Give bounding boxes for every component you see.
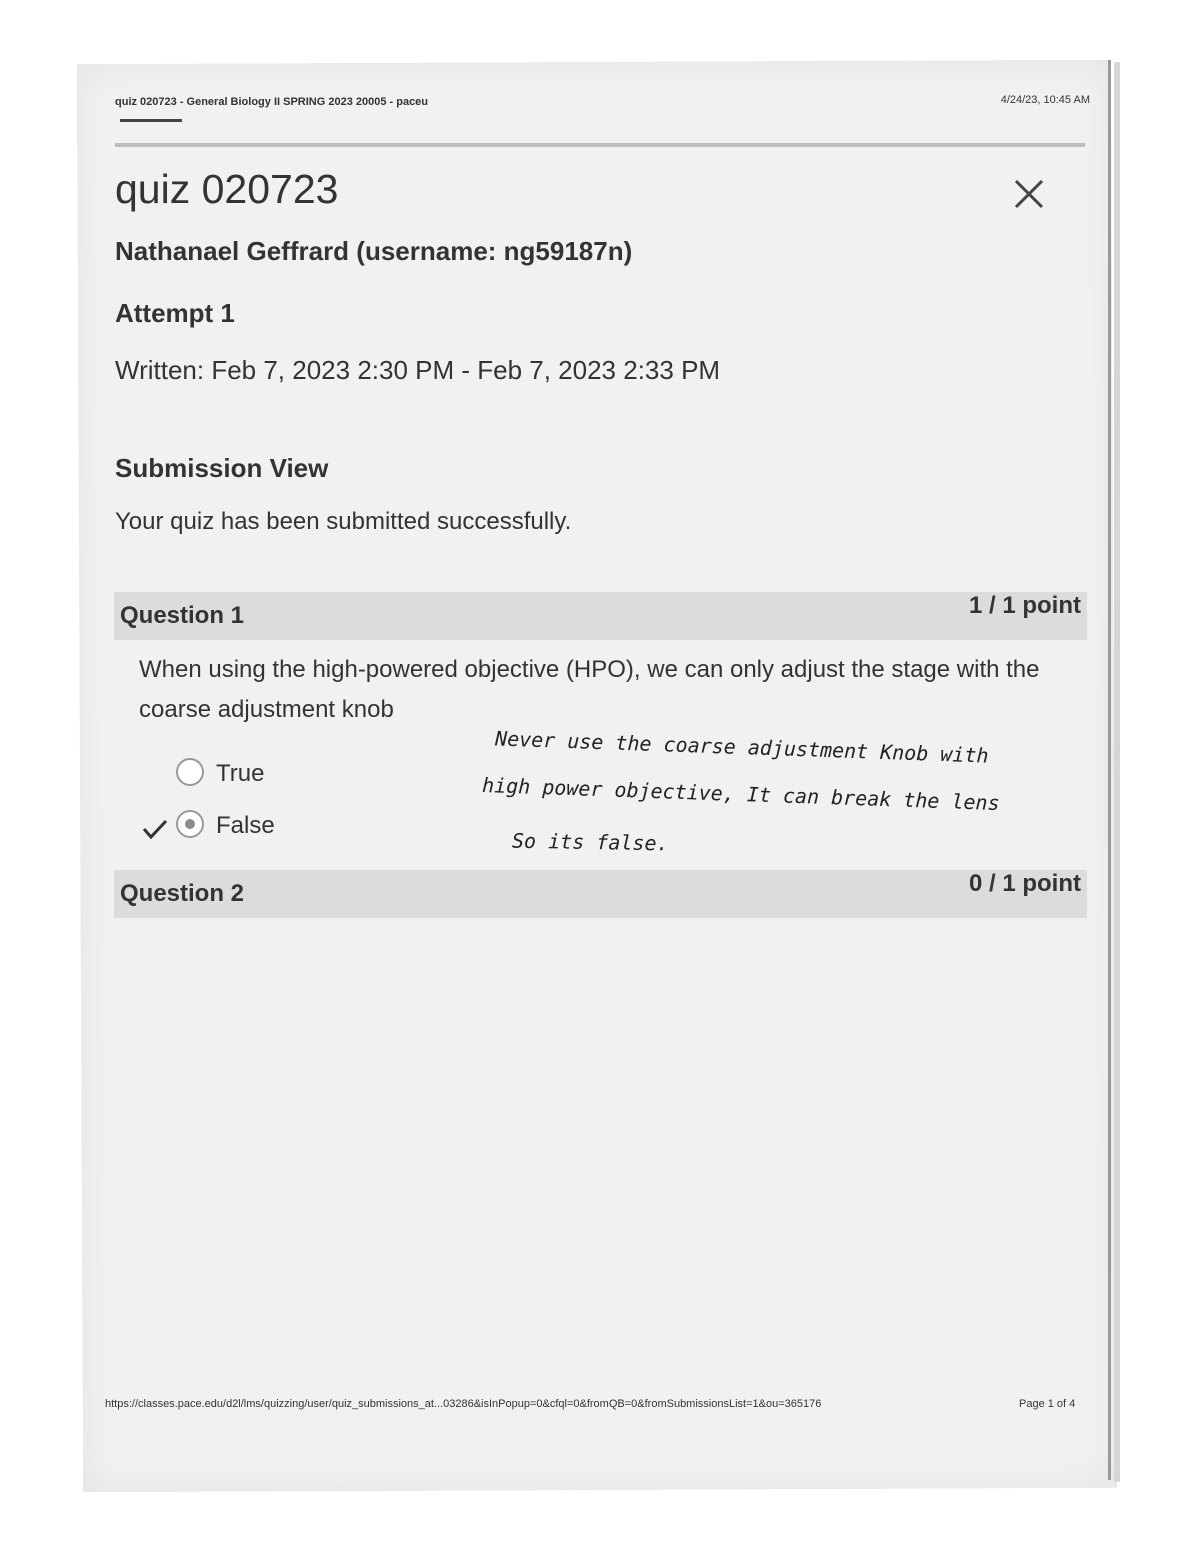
close-icon[interactable]	[1013, 178, 1045, 210]
header-underline	[120, 119, 182, 122]
divider	[115, 143, 1085, 147]
option-label: False	[216, 812, 275, 839]
print-header-title: quiz 020723 - General Biology II SPRING 2023 20005 - paceu	[115, 96, 429, 108]
question-points: 1 / 1 point	[968, 592, 1081, 619]
question-title: Question 2	[120, 880, 245, 907]
attempt-label: Attempt 1	[115, 298, 235, 328]
print-header-date: 4/24/23, 10:45 AM	[1000, 94, 1090, 106]
question-text: When using the high-powered objective (HPO), we can only adjust the stage with the coarse adjustment knob	[139, 656, 1040, 723]
handwritten-note-line-2: high power objective, It can break the lens	[481, 772, 1001, 816]
written-time: Written: Feb 7, 2023 2:30 PM - Feb 7, 2023 2:33 PM	[115, 355, 721, 385]
footer-page-number: Page 1 of 4	[1019, 1398, 1076, 1410]
handwritten-note-line-1: Never use the coarse adjustment Knob with	[494, 726, 989, 768]
paper-edge	[1108, 60, 1111, 1480]
question-header	[114, 592, 1087, 640]
submission-view-heading: Submission View	[115, 453, 329, 483]
checkmark-icon	[142, 818, 168, 840]
handwritten-note-line-3: So its false.	[511, 828, 669, 856]
page-title: quiz 020723	[115, 166, 339, 212]
question-title: Question 1	[120, 602, 245, 629]
radio-unselected-icon[interactable]	[176, 758, 204, 786]
user-name: Nathanael Geffrard (username: ng59187n)	[115, 236, 633, 266]
question-points: 0 / 1 point	[968, 870, 1081, 897]
submission-message: Your quiz has been submitted successfully.	[115, 508, 572, 535]
option-label: True	[216, 760, 265, 787]
paper-edge-shadow	[1114, 62, 1120, 1482]
radio-selected-icon[interactable]	[176, 810, 204, 838]
footer-url: https://classes.pace.edu/d2l/lms/quizzing/user/quiz_submissions_at...03286&isInPopup=0&cfql=0&fromQB=0&fromSubmissionsList=1&ou=365176	[105, 1398, 822, 1410]
question-header	[114, 870, 1087, 918]
